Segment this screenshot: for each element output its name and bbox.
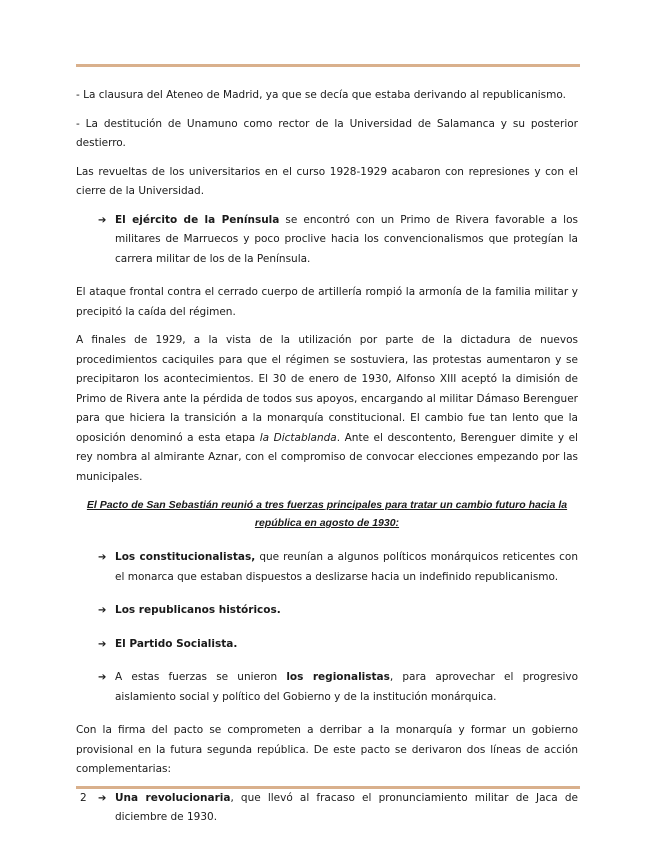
arrow-icon: ➔: [98, 214, 107, 226]
bullet-ejercito: [76, 211, 578, 270]
bullet-revolucionaria: [76, 789, 578, 828]
arrow-icon: ➔: [98, 605, 107, 616]
bullet-text-end: , para aprovechar el progresivo aislamiento social y político del Gobierno y de la institución monárquica.: [115, 671, 578, 703]
arrow-icon: ➔: [98, 552, 107, 563]
bullet-text: A estas fuerzas se unieron: [115, 671, 287, 683]
paragraph-revueltas: Las revueltas de los universitarios en el curso 1928-1929 acabaron con represiones y con el cierre de la Universidad.: [76, 165, 578, 197]
bullet-republicanos: [76, 601, 578, 621]
paragraph-finales-1929: [76, 331, 578, 487]
paragraph-firma-pacto: Con la firma del pacto se comprometen a derribar a la monarquía y formar un gobierno provisional en la futura segunda república. De este pacto se derivaron dos líneas de acción complementarias:: [76, 724, 578, 775]
paragraph-text-end: . Ante el descontento, Berenguer dimite y el rey nombra al almirante Aznar, con el compromiso de convocar elecciones empezando por las municipales.: [76, 431, 578, 483]
page-number: 2: [80, 792, 87, 804]
arrow-icon: ➔: [98, 672, 107, 683]
document-body: [76, 86, 578, 842]
bullet-bold-text: los regionalistas: [286, 671, 390, 683]
dictablanda-italic: la Dictablanda: [259, 431, 337, 444]
bullet-regionalistas: [76, 668, 578, 707]
bullet-bold-text: El Partido Socialista.: [115, 637, 238, 650]
arrow-icon: ➔: [98, 638, 107, 650]
bullet-text: que reunían a algunos políticos monárquicos reticentes con el monarca que estaban dispuestos a deslizarse hacia un indefinido republicanismo.: [115, 551, 578, 583]
footer-rule: [76, 786, 580, 789]
paragraph-ataque: El ataque frontal contra el cerrado cuerpo de artillería rompió la armonía de la familia militar y precipitó la caída del régimen.: [76, 286, 578, 318]
bullet-bold-text: Los constitucionalistas,: [115, 551, 256, 563]
section-heading-pacto: El Pacto de San Sebastián reunió a tres fuerzas principales para tratar un cambio futuro hacia la república en agosto de 1930:: [86, 499, 568, 529]
bullet-text: se encontró con un Primo de Rivera favorable a los militares de Marruecos y poco proclive hacia los convencionalismos que protegían la carrera militar de los de la Península.: [115, 213, 578, 265]
bullet-bold-text: Los republicanos históricos.: [115, 604, 281, 616]
dash-item-ateneo: - La clausura del Ateneo de Madrid, ya que se decía que estaba derivando al republicanismo.: [76, 89, 566, 101]
bullet-constitucionalistas: [76, 548, 578, 587]
dash-item-unamuno: - La destitución de Unamuno como rector de la Universidad de Salamanca y su posterior destierro.: [76, 117, 578, 149]
bullet-bold-text: El ejército de la Península: [115, 213, 280, 226]
bullet-bold-text: Una revolucionaria: [115, 791, 231, 804]
bullet-text: , que llevó al fracaso el pronunciamiento militar de Jaca de diciembre de 1930.: [115, 791, 578, 823]
paragraph-text: A finales de 1929, a la vista de la utilización por parte de la dictadura de nuevos procedimientos caciquiles para que el régimen se sostuviera, las protestas aumentaron y se precipitaron los acontecimientos. El 30 de enero de 1930, Alfonso XIII aceptó la dimisión de Primo de Rivera ante la pérdida de todos sus apoyos, encargando al militar Dámaso Berenguer para que hiciera la transición a la monarquía constitucional. El cambio fue tan lento que la oposición denominó a esta etapa: [76, 334, 578, 444]
arrow-icon: ➔: [98, 792, 107, 804]
bullet-socialista: [76, 635, 578, 655]
header-rule: [76, 64, 580, 67]
